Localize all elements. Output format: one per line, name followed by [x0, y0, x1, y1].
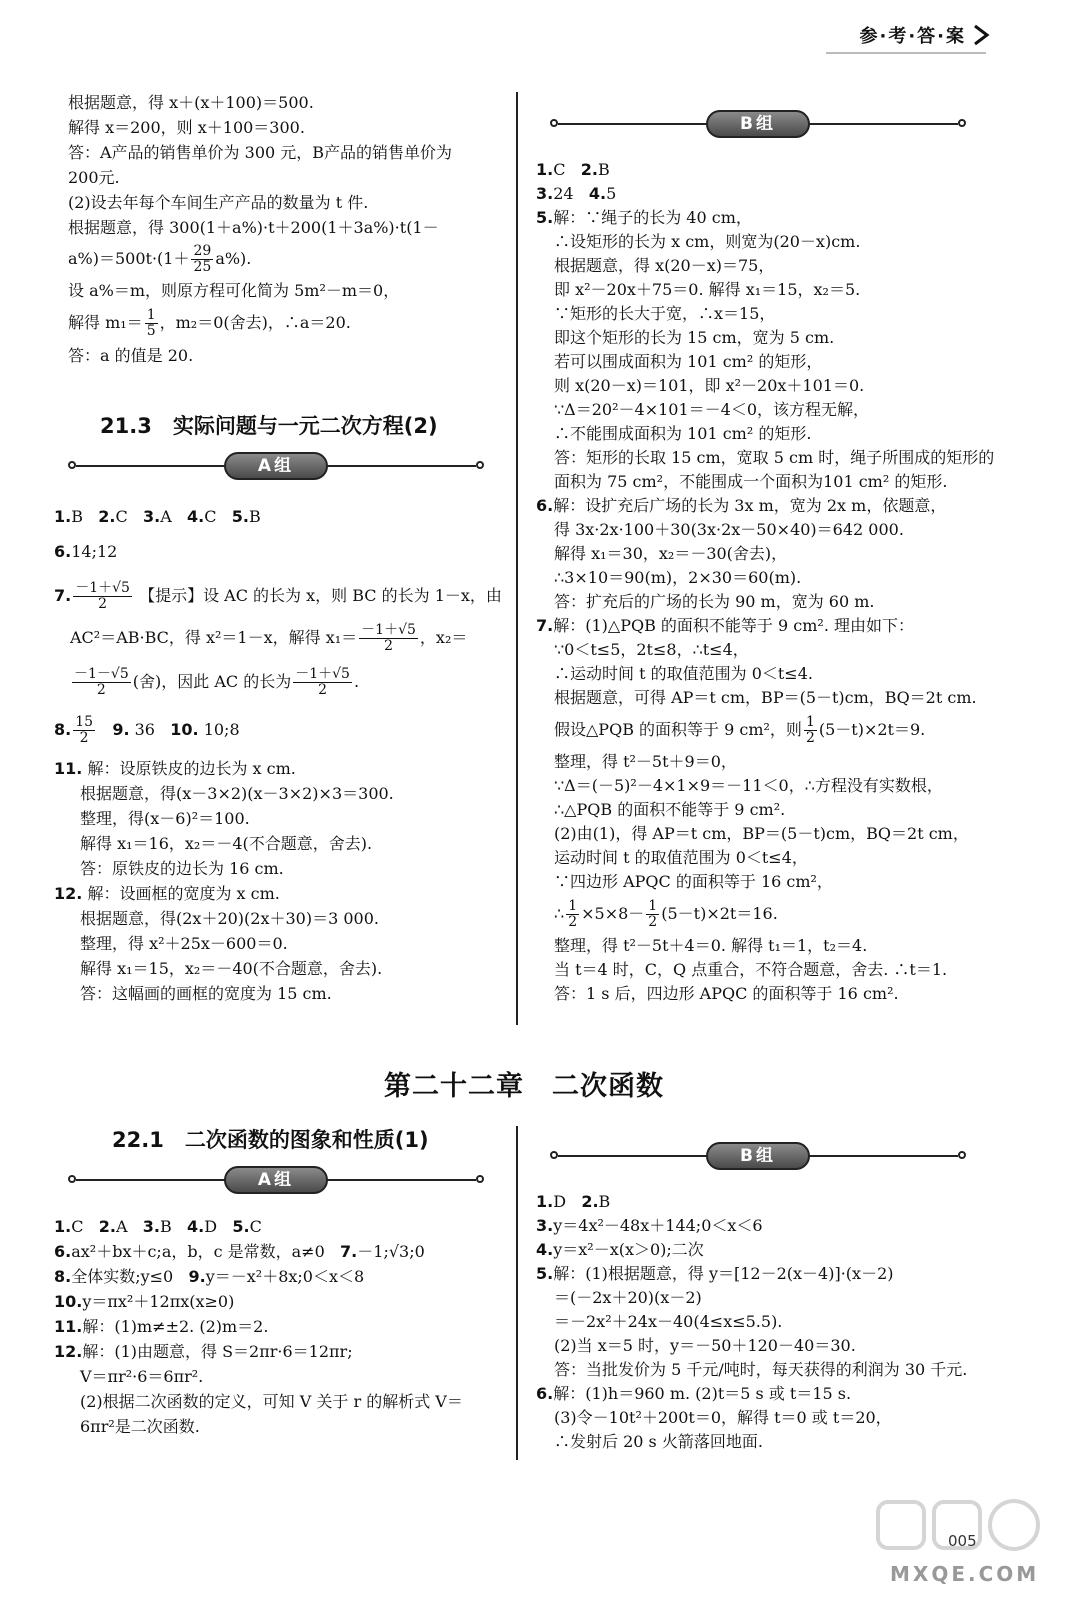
answer-line: 得 3x·2x·100＋30(3x·2x－50×40)＝642 000. [554, 520, 904, 539]
text-line: a%)＝500t·(1＋ $\frac{29}{25}$ a%). [68, 243, 252, 275]
column-divider-top [516, 92, 518, 1025]
group-a-divider [68, 452, 484, 480]
answer-line: 12.解：(1)由题意，得 S＝2πr·6＝12πr; [54, 1342, 353, 1361]
text-line: 答：A产品的销售单价为 300 元，B产品的销售单价为 [68, 143, 453, 162]
answer-line: ∴运动时间 t 的取值范围为 0＜t≤4. [554, 664, 813, 683]
answer-line: 面积为 75 cm²，不能围成一个面积为101 cm² 的矩形. [554, 472, 948, 491]
answer-line: 11.解：(1)m≠±2. (2)m＝2. [54, 1317, 269, 1336]
answer-line: ∵四边形 APQC 的面积等于 16 cm²， [554, 872, 833, 891]
group-a-divider [68, 1166, 484, 1194]
dot-icon [550, 119, 558, 127]
answer-line: ∴不能围成面积为 101 cm² 的矩形. [554, 424, 812, 443]
answer-line: 5.解：(1)根据题意，得 y＝[12－2(x－4)]·(x－2) [536, 1264, 894, 1283]
answer-line: 6.解：设扩充后广场的长为 3x m，宽为 2x m，依题意， [536, 496, 947, 515]
answer-line: 答：扩充后的广场的长为 90 m，宽为 60 m. [554, 592, 875, 611]
answer-line: 10.y＝πx²＋12πx(x≥0) [54, 1292, 235, 1311]
fraction: $\frac{-1+√5}{2}$ [295, 666, 350, 698]
fraction: $\frac{1}{5}$ [146, 307, 156, 339]
answer-line: 3.24 4.5 [536, 184, 617, 203]
dot-icon [68, 1175, 76, 1183]
answer-line: 解得 x₁＝15，x₂＝－40(不合题意，舍去). [80, 959, 383, 978]
answer-line: 假设△PQB 的面积等于 9 cm²，则 $\frac{1}{2}$ (5－t)×2t＝9. [554, 714, 926, 746]
answer-line: 即 x²－20x＋75＝0. 解得 x₁＝15，x₂＝5. [554, 280, 861, 299]
fraction: $\frac{-1-√5}{2}$ [74, 666, 129, 698]
fraction: $\frac{1}{2}$ [568, 898, 578, 930]
watermark-text: MXQE.COM [890, 1562, 1040, 1586]
text-line: 根据题意，得 300(1＋a%)·t＋200(1＋3a%)·t(1－ [68, 218, 439, 237]
group-a-badge: A组 [224, 1166, 328, 1194]
answer-line: 1.C 2.A 3.B 4.D 5.C [54, 1217, 262, 1236]
answer-line: ∴设矩形的长为 x cm，则宽为(20－x)cm. [554, 232, 861, 251]
text-line: 根据题意，得 x＋(x＋100)＝500. [68, 93, 314, 112]
answer-line: 答：这幅画的画框的宽度为 15 cm. [80, 984, 332, 1003]
fraction: $\frac{15}{2}$ [75, 714, 94, 746]
answer-line: 6.ax²＋bx＋c;a，b，c 是常数，a≠0 7.－1;√3;0 [54, 1242, 425, 1261]
answer-line: ∴△PQB 的面积不能等于 9 cm². [554, 800, 786, 819]
text-line: (2)设去年每个车间生产产品的数量为 t 件. [68, 193, 369, 212]
page-header [859, 20, 992, 50]
answer-line: AC²＝AB·BC，得 x²＝1－x，解得 x₁＝ $\frac{-1+√5}{2}$ ，x₂＝ [70, 622, 468, 654]
answer-line: 6πr²是二次函数. [80, 1417, 200, 1436]
answer-line: 答：矩形的长取 15 cm，宽取 5 cm 时，绳子所围成的矩形的 [554, 448, 995, 467]
column-divider-bottom [516, 1126, 518, 1460]
answer-line: ＝(－2x＋20)(x－2) [554, 1288, 702, 1307]
group-b-badge: B组 [706, 1142, 810, 1170]
answer-line: 根据题意，得 x(20－x)＝75， [554, 256, 775, 275]
answer-line: 整理，得 t²－5t＋4＝0. 解得 t₁＝1，t₂＝4. [554, 936, 868, 955]
answer-line: 解得 x₁＝30，x₂＝－30(舍去)， [554, 544, 788, 563]
answer-line: 8.全体实数;y≤0 9.y＝－x²＋8x;0＜x＜8 [54, 1267, 365, 1286]
group-b-divider [550, 110, 966, 138]
section-title-22-1: 22.1 二次函数的图象和性质(1) [112, 1128, 429, 1152]
answer-line: 整理，得(x－6)²＝100. [80, 809, 250, 828]
text-line: 答：a 的值是 20. [68, 346, 194, 365]
group-b-badge: B组 [706, 110, 810, 138]
answer-line: 6.解：(1)h＝960 m. (2)t＝5 s 或 t＝15 s. [536, 1384, 852, 1403]
answer-line: 整理，得 t²－5t＋9＝0， [554, 752, 737, 771]
answer-line: 答：当批发价为 5 千元/吨时，每天获得的利润为 30 千元. [554, 1360, 968, 1379]
dot-icon [958, 1151, 966, 1159]
left-top-block [68, 90, 508, 368]
dot-icon [550, 1151, 558, 1159]
answer-line: 即这个矩形的长为 15 cm，宽为 5 cm. [554, 328, 835, 347]
answer-line: ∵Δ＝20²－4×101＝－4＜0，该方程无解， [554, 400, 869, 419]
chevron-right-icon [970, 24, 992, 46]
text-line: 解得 x＝200，则 x＋100＝300. [68, 118, 305, 137]
answer-line: 根据题意，得(2x＋20)(2x＋30)＝3 000. [80, 909, 379, 928]
fraction: $\frac{-1+√5}{2}$ [75, 580, 130, 612]
header-title: 参·考·答·案 [859, 26, 966, 47]
page-number: 005 [948, 1532, 977, 1550]
answer-line: 答：1 s 后，四边形 APQC 的面积等于 16 cm². [554, 984, 899, 1003]
answer-line: 解得 x₁＝16，x₂＝－4(不合题意，舍去). [80, 834, 373, 853]
answer-line: 当 t＝4 时，C，Q 点重合，不符合题意，舍去. ∴t＝1. [554, 960, 948, 979]
dot-icon [476, 461, 484, 469]
chapter-title: 第二十二章 二次函数 [384, 1071, 664, 1102]
answer-line: 3.y＝4x²－48x＋144;0＜x＜6 [536, 1216, 763, 1235]
answer-line: ∴3×10＝90(m)，2×30＝60(m). [554, 568, 802, 587]
text-line: 设 a%＝m，则原方程可化简为 5m²－m＝0， [68, 281, 400, 300]
answer-line: (2)由(1)，得 AP＝t cm，BP＝(5－t)cm，BQ＝2t cm， [554, 824, 969, 843]
answer-line: 运动时间 t 的取值范围为 0＜t≤4， [554, 848, 808, 867]
answers-22-1 [54, 1214, 510, 1439]
answer-line: 7.解：(1)△PQB 的面积不能等于 9 cm². 理由如下： [536, 616, 914, 635]
answer-line: 整理，得 x²＋25x－600＝0. [80, 934, 288, 953]
answer-line: ∵Δ＝(－5)²－4×1×9＝－11＜0，∴方程没有实数根， [554, 776, 943, 795]
answers-b-bottom [536, 1190, 1006, 1454]
answer-line: 则 x(20－x)＝101，即 x²－20x＋101＝0. [554, 376, 865, 395]
answer-line: 若可以围成面积为 101 cm² 的矩形， [554, 352, 823, 371]
dot-icon [68, 461, 76, 469]
answers-b-top [536, 158, 1006, 1006]
answer-line: 5.解：∵绳子的长为 40 cm， [536, 208, 752, 227]
answer-line: 根据题意，可得 AP＝t cm，BP＝(5－t)cm，BQ＝2t cm. [554, 688, 977, 707]
answer-line: ∴发射后 20 s 火箭落回地面. [554, 1432, 763, 1451]
answer-line: ∵矩形的长大于宽，∴x＝15， [554, 304, 776, 323]
section-title-21-3: 21.3 实际问题与一元二次方程(2) [100, 414, 438, 438]
dot-icon [958, 119, 966, 127]
answers-21-3 [54, 504, 510, 1006]
answer-line: 12. 解：设画框的宽度为 x cm. [54, 884, 280, 903]
fraction: $\frac{1}{2}$ [648, 898, 658, 930]
answer-line: ∴ $\frac{1}{2}$ ×5×8－ $\frac{1}{2}$ (5－t)×2t＝16. [554, 898, 778, 930]
fraction: $\frac{1}{2}$ [805, 714, 815, 746]
answer-line: (3)令－10t²＋200t＝0，解得 t＝0 或 t＝20， [554, 1408, 892, 1427]
answer-line: 7. $\frac{-1+√5}{2}$ 【提示】设 AC 的长为 x，则 BC 的长为 1－x，由 [54, 580, 502, 612]
answer-line: ＝－2x²＋24x－40(4≤x≤5.5). [554, 1312, 783, 1331]
answer-line: V＝πr²·6＝6πr². [80, 1367, 204, 1386]
group-a-badge: A组 [224, 452, 328, 480]
answer-line: 答：原铁皮的边长为 16 cm. [80, 859, 284, 878]
answer-line: 1.D 2.B [536, 1192, 611, 1211]
answer-line: 4.y＝x²－x(x＞0);二次 [536, 1240, 704, 1259]
answer-line: 1.B 2.C 3.A 4.C 5.B [54, 507, 261, 526]
answer-line: 8. $\frac{15}{2}$ 9. 36 10. 10;8 [54, 714, 240, 746]
answer-line: ∵0＜t≤5，2t≤8，∴t≤4， [554, 640, 749, 659]
text-line: 解得 m₁＝ $\frac{1}{5}$ ，m₂＝0(舍去)，∴a＝20. [68, 307, 351, 339]
header-rule [826, 52, 986, 54]
answer-line: (2)根据二次函数的定义，可知 V 关于 r 的解析式 V＝ [80, 1392, 463, 1411]
answer-line: 根据题意，得(x－3×2)(x－3×2)×3＝300. [80, 784, 394, 803]
answer-line: 11. 解：设原铁皮的边长为 x cm. [54, 759, 296, 778]
text-line: 200元. [68, 168, 120, 187]
fraction: $\frac{-1+√5}{2}$ [361, 622, 416, 654]
group-b-divider [550, 1142, 966, 1170]
dot-icon [476, 1175, 484, 1183]
answer-line: (2)当 x＝5 时，y＝－50＋120－40＝30. [554, 1336, 856, 1355]
answer-line: 1.C 2.B [536, 160, 610, 179]
answer-line: $\frac{-1-√5}{2}$ (舍)，因此 AC 的长为 $\frac{-1+√5}{2}$ . [74, 666, 360, 698]
fraction: $\frac{29}{25}$ [193, 243, 212, 275]
answer-line: 6.14;12 [54, 542, 118, 561]
